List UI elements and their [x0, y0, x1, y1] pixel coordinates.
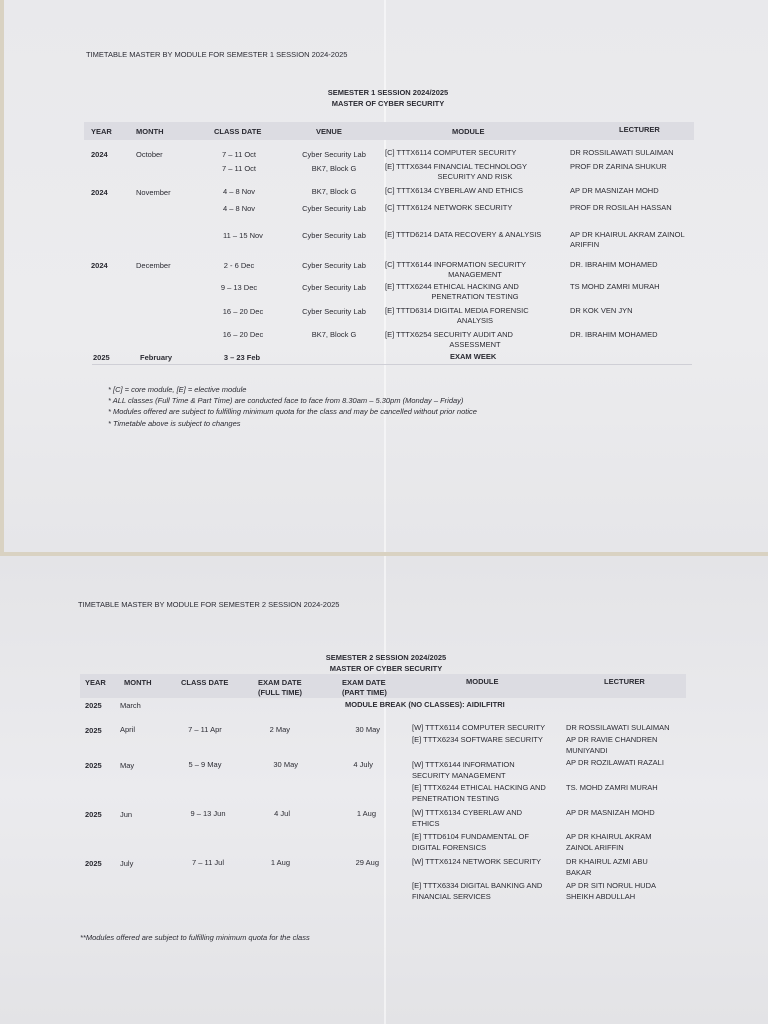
row-module: [C] TTTX6134 CYBERLAW AND ETHICS: [385, 186, 523, 195]
row-venue: BK7, Block G: [311, 164, 357, 173]
module-break-label: MODULE BREAK (NO CLASSES): AIDILFITRI: [345, 700, 505, 709]
row-class-date: 5 – 9 May: [188, 760, 222, 769]
sem1-col-module: MODULE: [452, 127, 485, 136]
row-module: [W] TTTX6134 CYBERLAW AND: [412, 808, 523, 817]
row-class-date: 2 - 6 Dec: [223, 261, 255, 270]
row-lecturer-cont: ARIFFIN: [570, 240, 600, 249]
sem1-col-class-date: CLASS DATE: [214, 127, 262, 136]
row-module: [E] TTTD6104 FUNDAMENTAL OF: [412, 832, 529, 841]
exam-week-label: EXAM WEEK: [450, 352, 497, 361]
row-exam-ft: 4 Jul: [274, 809, 290, 818]
sem2-note: **Modules offered are subject to fulfilling minimum quota for the class: [80, 933, 310, 942]
semester2-sheet: [0, 556, 768, 1024]
row-venue: BK7, Block G: [311, 187, 357, 196]
sem2-col-exam-ft: EXAM DATE: [258, 678, 302, 687]
row-month: Jun: [120, 810, 133, 819]
row-venue: Cyber Security Lab: [302, 231, 366, 240]
row-lecturer: AP DR KHAIRUL AKRAM: [566, 832, 652, 841]
row-class-date: 3 – 23 Feb: [223, 353, 261, 362]
sem1-col-year: YEAR: [91, 127, 112, 136]
sem1-table-divider: [92, 364, 692, 365]
sem2-col-lecturer: LECTURER: [604, 677, 645, 686]
row-lecturer: AP DR RAVIE CHANDREN: [566, 735, 658, 744]
sem1-col-lecturer: LECTURER: [619, 125, 660, 134]
row-module: [W] TTTX6114 COMPUTER SECURITY: [412, 723, 546, 732]
row-class-date: 4 – 8 Nov: [222, 187, 256, 196]
row-module: [E] TTTX6254 SECURITY AUDIT AND: [385, 330, 513, 339]
row-exam-pt: 29 Aug: [355, 858, 379, 867]
sem2-subtitle: MASTER OF CYBER SECURITY: [329, 664, 443, 673]
note-item: * Modules offered are subject to fulfilling minimum quota for the class and may be cancelled without prior notice: [108, 407, 477, 416]
row-lecturer: AP DR ROZILAWATI RAZALI: [566, 758, 664, 767]
row-exam-ft: 1 Aug: [270, 858, 290, 867]
row-lecturer: AP DR SITI NORUL HUDA: [566, 881, 657, 890]
row-month: July: [120, 859, 134, 868]
row-module-cont: DIGITAL FORENSICS: [412, 843, 487, 852]
row-exam-pt: 30 May: [355, 725, 380, 734]
semester1-sheet: [4, 0, 768, 552]
row-class-date: 9 – 13 Dec: [220, 283, 258, 292]
row-year: 2024: [91, 150, 108, 159]
row-module-cont: FINANCIAL SERVICES: [412, 892, 491, 901]
row-lecturer: TS MOHD ZAMRI MURAH: [570, 282, 660, 291]
sem2-col-class-date: CLASS DATE: [181, 678, 229, 687]
row-class-date: 9 – 13 Jun: [190, 809, 226, 818]
row-module-cont: MANAGEMENT: [448, 270, 502, 279]
row-lecturer: DR KHAIRUL AZMI ABU: [566, 857, 648, 866]
row-lecturer: DR ROSSILAWATI SULAIMAN: [570, 148, 674, 157]
row-year: 2024: [91, 261, 108, 270]
row-lecturer: AP DR MASNIZAH MOHD: [566, 808, 655, 817]
row-module: [C] TTTX6114 COMPUTER SECURITY: [385, 148, 517, 157]
row-module: [E] TTTX6244 ETHICAL HACKING AND: [385, 282, 519, 291]
sem1-subtitle: MASTER OF CYBER SECURITY: [331, 99, 445, 108]
note-item: * [C] = core module, [E] = elective module: [108, 385, 247, 394]
sem2-caption: TIMETABLE MASTER BY MODULE FOR SEMESTER 2 SESSION 2024-2025: [78, 600, 340, 609]
row-lecturer: PROF DR ZARINA SHUKUR: [570, 162, 667, 171]
row-month: March: [120, 701, 141, 710]
row-class-date: 16 – 20 Dec: [222, 307, 264, 316]
row-year: 2025: [93, 353, 110, 362]
row-module-cont: PENETRATION TESTING: [431, 292, 519, 301]
row-module-cont: SECURITY MANAGEMENT: [412, 771, 506, 780]
row-module: [E] TTTX6334 DIGITAL BANKING AND: [412, 881, 543, 890]
row-exam-pt: 4 July: [353, 760, 373, 769]
row-lecturer: AP DR KHAIRUL AKRAM ZAINOL: [570, 230, 685, 239]
row-lecturer: AP DR MASNIZAH MOHD: [570, 186, 659, 195]
row-class-date: 7 – 11 Oct: [221, 150, 257, 159]
row-module: [W] TTTX6144 INFORMATION: [412, 760, 515, 769]
row-month: October: [136, 150, 163, 159]
row-venue: Cyber Security Lab: [302, 150, 366, 159]
row-class-date: 7 – 11 Jul: [192, 858, 224, 867]
row-module: [C] TTTX6144 INFORMATION SECURITY: [385, 260, 526, 269]
note-item: * ALL classes (Full Time & Part Time) are conducted face to face from 8.30am – 5.30pm (Monday – Friday): [108, 396, 464, 405]
row-lecturer: TS. MOHD ZAMRI MURAH: [566, 783, 658, 792]
row-exam-pt: 1 Aug: [356, 809, 376, 818]
sem1-col-venue: VENUE: [316, 127, 342, 136]
row-class-date: 7 – 11 Oct: [221, 164, 257, 173]
row-module: [E] TTTX6244 ETHICAL HACKING AND: [412, 783, 546, 792]
sem1-title: SEMESTER 1 SESSION 2024/2025: [327, 88, 449, 97]
row-year: 2025: [85, 761, 102, 770]
sem2-col-exam-pt-sub: (PART TIME): [342, 688, 387, 697]
row-venue: Cyber Security Lab: [302, 261, 366, 270]
row-month: February: [140, 353, 173, 362]
row-module: [E] TTTD6314 DIGITAL MEDIA FORENSIC: [385, 306, 529, 315]
row-lecturer: DR. IBRAHIM MOHAMED: [570, 260, 658, 269]
sem1-caption: TIMETABLE MASTER BY MODULE FOR SEMESTER 1 SESSION 2024-2025: [86, 50, 348, 59]
sem1-header-band: [84, 122, 694, 140]
row-year: 2025: [85, 726, 102, 735]
row-module-cont: ANALYSIS: [456, 316, 494, 325]
row-module: [E] TTTD6214 DATA RECOVERY & ANALYSIS: [385, 230, 542, 239]
sem2-col-exam-pt: EXAM DATE: [342, 678, 386, 687]
row-module-cont: ASSESSMENT: [449, 340, 501, 349]
row-month: December: [136, 261, 171, 270]
row-exam-ft: 2 May: [269, 725, 290, 734]
row-lecturer-cont: MUNIYANDI: [566, 746, 608, 755]
row-lecturer: PROF DR ROSILAH HASSAN: [570, 203, 672, 212]
row-class-date: 4 – 8 Nov: [222, 204, 256, 213]
sem2-col-module: MODULE: [466, 677, 499, 686]
note-item: * Timetable above is subject to changes: [108, 419, 241, 428]
row-module: [C] TTTX6124 NETWORK SECURITY: [385, 203, 513, 212]
row-lecturer-cont: ZAINOL ARIFFIN: [566, 843, 624, 852]
row-year: 2024: [91, 188, 108, 197]
row-module-cont: SECURITY AND RISK: [437, 172, 513, 181]
sem2-col-exam-ft-sub: (FULL TIME): [258, 688, 303, 697]
sem2-col-month: MONTH: [124, 678, 152, 687]
row-month: May: [120, 761, 135, 770]
row-class-date: 16 – 20 Dec: [222, 330, 264, 339]
row-month: November: [136, 188, 171, 197]
row-month: April: [120, 725, 136, 734]
row-venue: Cyber Security Lab: [302, 283, 366, 292]
sem2-col-year: YEAR: [85, 678, 106, 687]
row-exam-ft: 30 May: [273, 760, 298, 769]
row-module-cont: ETHICS: [412, 819, 440, 828]
row-lecturer: DR ROSSILAWATI SULAIMAN: [566, 723, 670, 732]
row-venue: BK7, Block G: [311, 330, 357, 339]
paper-fold: [384, 556, 386, 1024]
row-venue: Cyber Security Lab: [302, 307, 366, 316]
row-lecturer-cont: SHEIKH ABDULLAH: [566, 892, 636, 901]
row-lecturer-cont: BAKAR: [566, 868, 592, 877]
row-year: 2025: [85, 859, 102, 868]
row-year: 2025: [85, 701, 102, 710]
row-module: [E] TTTX6344 FINANCIAL TECHNOLOGY: [385, 162, 527, 171]
row-year: 2025: [85, 810, 102, 819]
row-module: [W] TTTX6124 NETWORK SECURITY: [412, 857, 542, 866]
row-venue: Cyber Security Lab: [302, 204, 366, 213]
row-class-date: 11 – 15 Nov: [223, 231, 263, 240]
row-class-date: 7 – 11 Apr: [188, 725, 222, 734]
sem2-title: SEMESTER 2 SESSION 2024/2025: [325, 653, 447, 662]
row-module-cont: PENETRATION TESTING: [412, 794, 500, 803]
row-module: [E] TTTX6234 SOFTWARE SECURITY: [412, 735, 543, 744]
row-lecturer: DR KOK VEN JYN: [570, 306, 633, 315]
sem1-col-month: MONTH: [136, 127, 164, 136]
row-lecturer: DR. IBRAHIM MOHAMED: [570, 330, 658, 339]
